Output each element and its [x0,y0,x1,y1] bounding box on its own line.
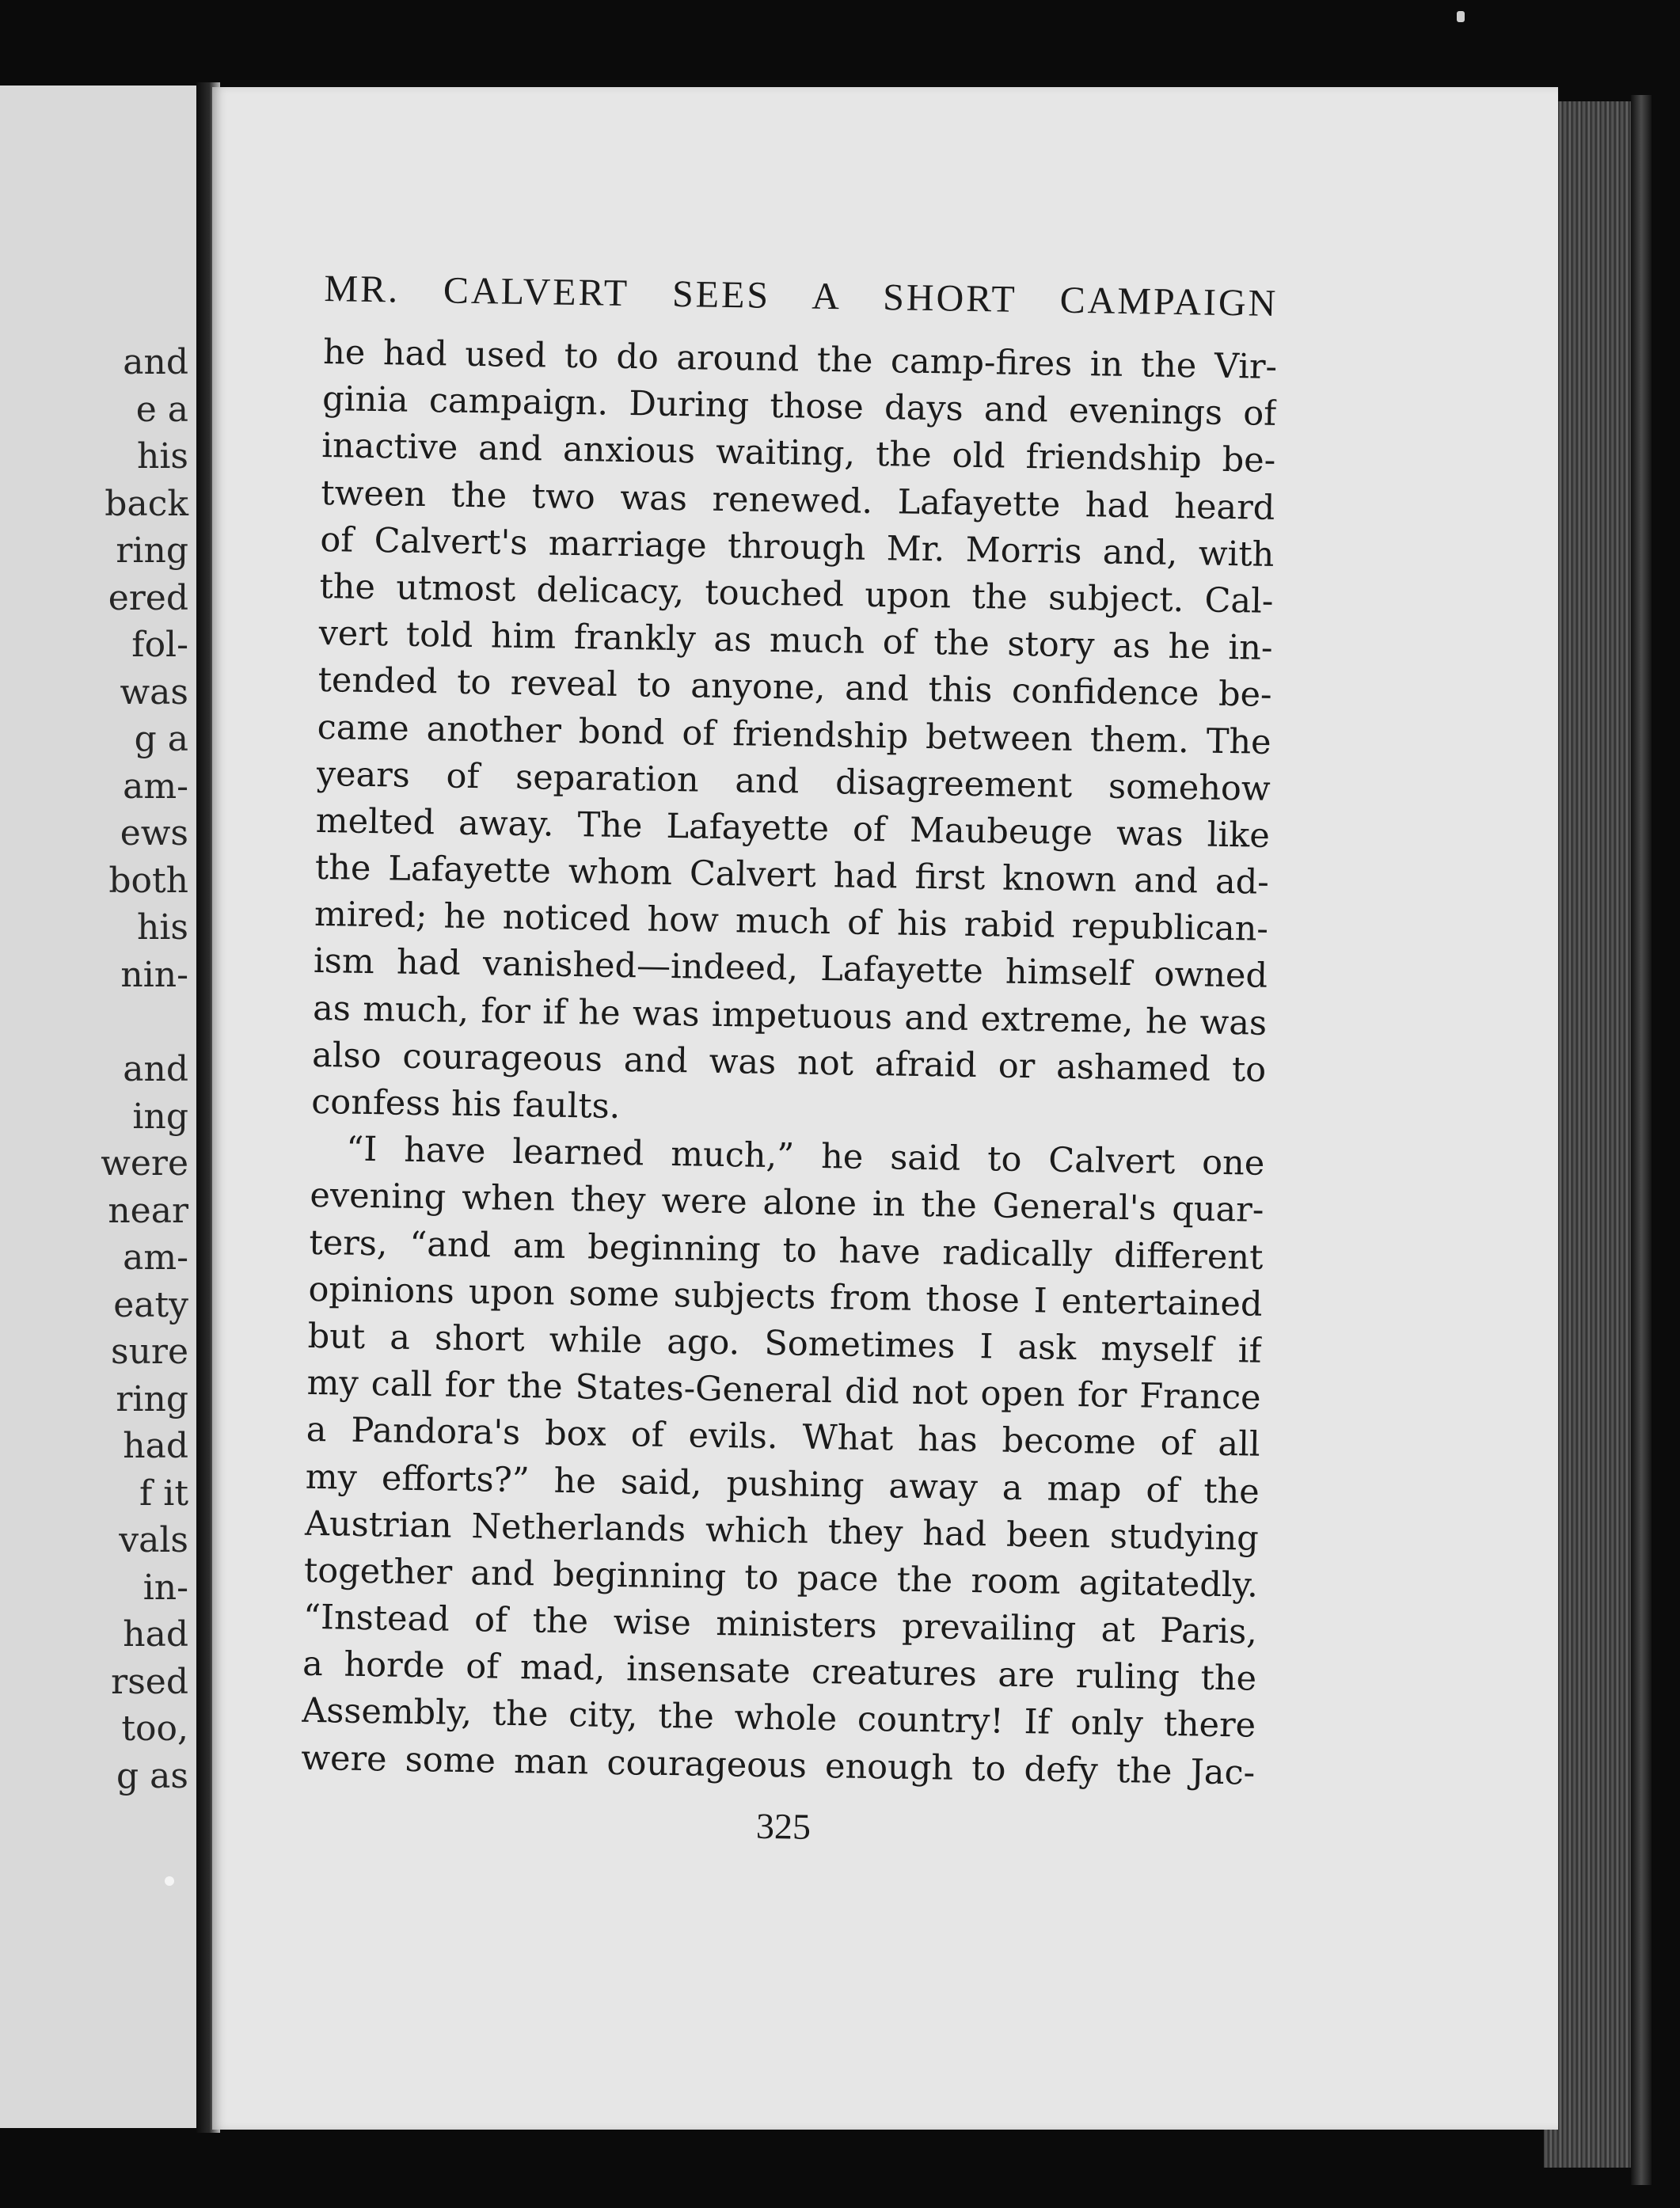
text-line: confess his faults. [310,1081,621,1127]
left-fragment-line: am- [123,766,188,807]
left-fragment-line: nin- [120,954,188,995]
text-line: were some man courageous enough to defy the Jac- [300,1738,1256,1793]
running-head: MR. CALVERT SEES A SHORT CAMPAIGN [324,267,1279,325]
text-line: the utmost delicacy, touched upon the subject. Cal- [319,566,1274,621]
text-line: tended to reveal to anyone, and this confidence be- [317,660,1272,716]
left-fragment-line: and [123,342,188,382]
left-fragment-line: in- [143,1567,188,1608]
text-line: “I have learned much,” he said to Calvert one [345,1129,1265,1184]
text-line: a horde of mad, insensate creatures are ruling the [302,1644,1257,1699]
text-line: vert told him frankly as much of the story as he in- [318,614,1273,668]
left-page-text-fragments [30,339,188,1799]
text-line: ism had vanished—indeed, Lafayette himself owned [313,941,1268,997]
text-line: melted away. The Lafayette of Maubeuge was like [315,800,1271,856]
text-line: Assembly, the city, the whole country! If only there [301,1691,1256,1746]
text-line: ters, “and am beginning to have radically different [309,1222,1264,1278]
left-fragment-line: his [137,436,188,477]
text-line: tween the two was renewed. Lafayette had heard [321,473,1275,528]
text-line: he had used to do around the camp-fires in the Vir- [322,332,1278,387]
left-fragment-line: rsed [111,1661,188,1702]
left-fragment-line: his [137,907,188,948]
text-line: “Instead of the wise ministers prevailing at Paris, [302,1597,1258,1652]
left-fragment-line: and [123,1049,188,1089]
paragraph [301,1126,1265,1796]
left-fragment-line: too, [121,1708,188,1749]
left-fragment-line: sure [111,1332,188,1372]
left-fragment-line: back [105,483,188,524]
text-line: but a short while ago. Sometimes I ask myself if [307,1316,1262,1371]
left-facing-page [0,86,206,2128]
text-line: came another bond of friendship between them. The [317,707,1272,762]
page-edges-stack [1544,101,1643,2168]
left-fragment-line: was [120,671,188,713]
left-fragment-line: had [123,1614,188,1655]
page-text-column [300,261,1279,1861]
text-line: evening when they were alone in the General's quar- [310,1176,1264,1231]
left-fragment-line: ews [120,813,188,853]
book-cover-edge [1631,95,1651,2185]
text-line: a Pandora's box of evils. What has become of all [306,1410,1261,1465]
left-fragment-line: ing [132,1096,188,1137]
left-fragment-line: vals [119,1520,188,1560]
left-fragment-line: had [123,1426,188,1466]
paper-speck [165,1876,174,1886]
text-line: the Lafayette whom Calvert had first known and ad- [314,847,1270,903]
text-line: together and beginning to pace the room agitatedly. [303,1550,1259,1606]
left-fragment-line: ring [116,1378,188,1419]
text-line: my call for the States-General did not open for France [306,1362,1261,1418]
left-fragment-line: am- [123,1237,188,1278]
text-line: of Calvert's marriage through Mr. Morris and, with [320,519,1275,575]
text-line: years of separation and disagreement somehow [316,754,1271,809]
text-line: ginia campaign. During those days and evenings of [321,379,1277,435]
text-line: mired; he noticed how much of his rabid republican- [314,895,1269,950]
text-line: inactive and anxious waiting, the old friendship be- [321,426,1276,481]
text-line: opinions upon some subjects from those I entertained [308,1269,1263,1324]
text-line: as much, for if he was impetuous and extreme, he was [312,988,1268,1043]
left-fragment-line: fol- [131,625,188,665]
left-fragment-line: f it [139,1473,188,1514]
paragraph [311,329,1278,1141]
left-fragment-line: eaty [113,1284,188,1325]
left-fragment-line: ring [116,530,188,571]
text-line: Austrian Netherlands which they had been studying [304,1503,1260,1559]
left-fragment-line: near [108,1190,188,1231]
left-fragment-line: e a [135,389,188,430]
text-line: my efforts?” he said, pushing away a map of the [305,1457,1260,1512]
left-fragment-line: were [101,1143,188,1184]
left-fragment-line: both [108,860,188,901]
left-paragraph-gap [30,998,188,1046]
left-fragment-line: g as [116,1755,188,1796]
left-fragment-line: g a [134,719,188,759]
left-fragment-line: ered [108,577,188,618]
text-line: also courageous and was not afraid or ashamed to [311,1035,1267,1090]
dust-speck [1457,11,1465,22]
page-number: 325 [755,1805,811,1847]
